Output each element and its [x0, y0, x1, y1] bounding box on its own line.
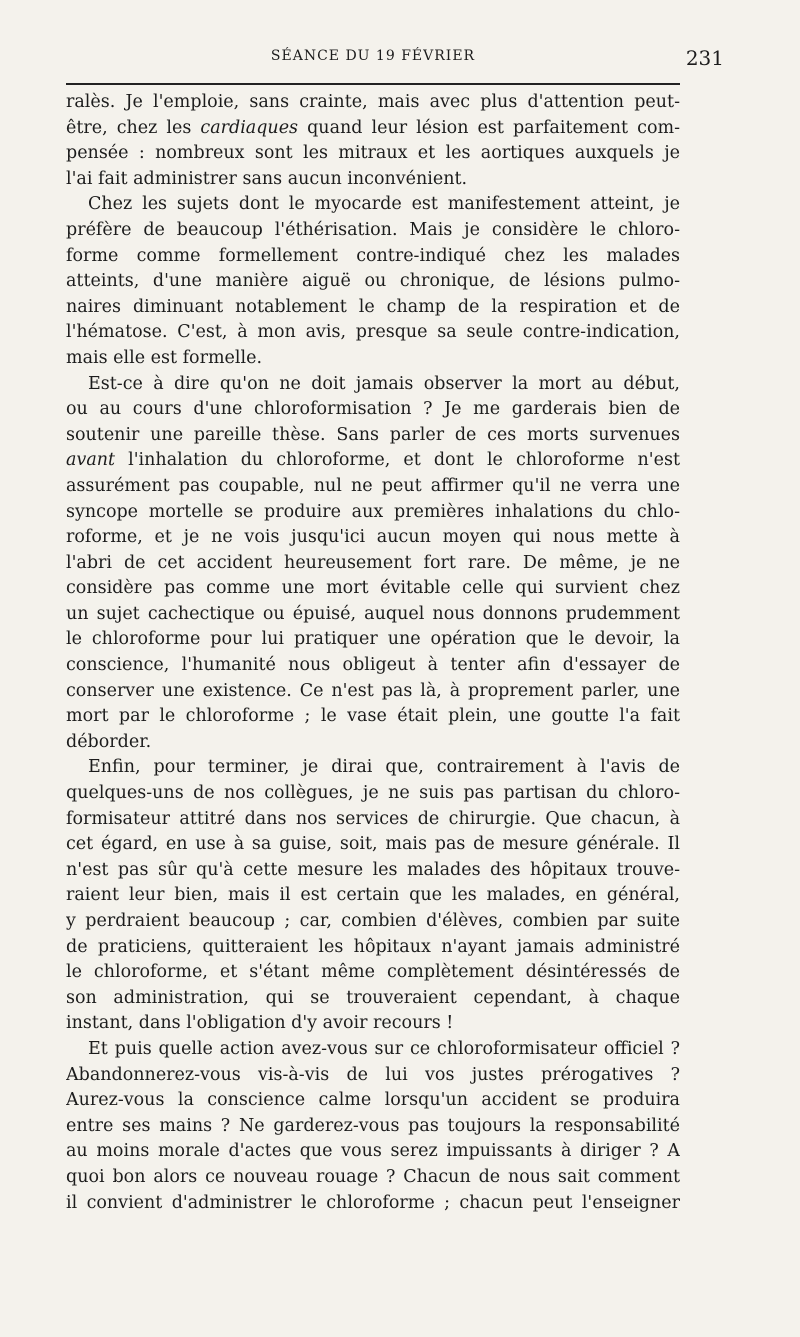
text-line: formisateur attitré dans nos services de chirurgie. Que chacun, à: [66, 808, 680, 829]
text-line: mais elle est formelle.: [66, 347, 263, 368]
text-line: l'hématose. C'est, à mon avis, presque sa seule contre-indication,: [66, 322, 680, 343]
text-line: préfère de beaucoup l'éthérisation. Mais je considère le chloro-: [66, 219, 680, 240]
text-line: soutenir une pareille thèse. Sans parler de ces morts survenues: [66, 424, 680, 445]
text-line: conscience, l'humanité nous obligeut à tenter afin d'essayer de: [66, 655, 680, 676]
text-line: [66, 448, 680, 474]
text-fragment: l'inhalation du chloroforme, et dont le chloroforme n'est: [115, 450, 680, 471]
text-line: de praticiens, quitteraient les hôpitaux n'ayant jamais administré: [66, 936, 680, 957]
text-line: naires diminuant notablement le champ de la respiration et de: [66, 296, 680, 317]
text-line: roforme, et je ne vois jusqu'ici aucun moyen qui nous mette à: [66, 527, 680, 548]
body-text: [66, 90, 680, 1216]
text-line: instant, dans l'obligation d'y avoir recours !: [66, 1013, 454, 1034]
text-line: Est-ce à dire qu'on ne doit jamais observer la mort au début,: [88, 373, 680, 394]
header-rule: [66, 83, 680, 85]
text-line: quoi bon alors ce nouveau rouage ? Chacun de nous sait comment: [66, 1166, 680, 1187]
emphasis-avant: avant: [66, 450, 116, 471]
text-line: le chloroforme, et s'étant même complètement désintéressés de: [66, 962, 680, 983]
text-line: ralès. Je l'emploie, sans crainte, mais avec plus d'attention peut-: [66, 92, 680, 112]
text-line: entre ses mains ? Ne garderez-vous pas toujours la responsabilité: [66, 1115, 680, 1136]
page-header: [66, 46, 724, 72]
text-line: ou au cours d'une chloroformisation ? Je me garderais bien de: [66, 399, 680, 420]
text-line: Abandonnerez-vous vis-à-vis de lui vos justes prérogatives ?: [66, 1064, 680, 1085]
text-line: mort par le chloroforme ; le vase était plein, une goutte l'a fait: [66, 706, 680, 727]
page-number: 231: [685, 46, 724, 70]
text-line: l'ai fait administrer sans aucun inconvénient.: [66, 168, 468, 189]
text-fragment: quand leur lésion est parfaitement com-: [298, 117, 680, 138]
text-line: forme comme formellement contre-indiqué chez les malades: [66, 245, 680, 266]
text-line: le chloroforme pour lui pratiquer une opération que le devoir, la: [66, 629, 680, 650]
text-line: il convient d'administrer le chloroforme ; chacun peut l'enseigner: [66, 1192, 680, 1213]
text-line: au moins morale d'actes que vous serez impuissants à diriger ? A: [66, 1141, 680, 1162]
text-line: raient leur bien, mais il est certain que les malades, en général,: [66, 885, 680, 906]
text-line: syncope mortelle se produire aux premières inhalations du chlo-: [66, 501, 680, 522]
text-line: considère pas comme une mort évitable celle qui survient chez: [66, 578, 680, 599]
text-line: y perdraient beaucoup ; car, combien d'élèves, combien par suite: [66, 911, 680, 931]
text-line: l'abri de cet accident heureusement fort rare. De même, je ne: [66, 552, 680, 573]
text-line: pensée : nombreux sont les mitraux et les aortiques auxquels je: [66, 143, 680, 164]
text-line: déborder.: [66, 731, 152, 752]
text-line: Et puis quelle action avez-vous sur ce chloroformisateur officiel ?: [88, 1038, 680, 1059]
text-line: Chez les sujets dont le myocarde est manifestement atteint, je: [88, 194, 680, 215]
text-line: assurément pas coupable, nul ne peut affirmer qu'il ne verra une: [66, 475, 680, 496]
text-line: conserver une existence. Ce n'est pas là, à proprement parler, une: [66, 680, 680, 701]
text-line: un sujet cachectique ou épuisé, auquel nous donnons prudemment: [66, 603, 680, 624]
text-line: son administration, qui se trouveraient cependant, à chaque: [66, 987, 680, 1008]
text-line: quelques-uns de nos collègues, je ne suis pas partisan du chloro-: [66, 783, 680, 804]
text-line: Enfin, pour terminer, je dirai que, contrairement à l'avis de: [88, 757, 680, 778]
text-line: Aurez-vous la conscience calme lorsqu'un accident se produira: [66, 1090, 680, 1111]
text-line: cet égard, en use à sa guise, soit, mais pas de mesure générale. Il: [66, 834, 680, 855]
running-title: SÉANCE DU 19 FÉVRIER: [270, 48, 476, 64]
emphasis-cardiaques: cardiaques: [200, 117, 299, 138]
text-line: n'est pas sûr qu'à cette mesure les malades des hôpitaux trouve-: [66, 859, 680, 880]
text-line: atteints, d'une manière aiguë ou chronique, de lésions pulmo-: [66, 271, 680, 292]
text-line: [66, 116, 680, 142]
text-fragment: être, chez les: [66, 117, 201, 138]
